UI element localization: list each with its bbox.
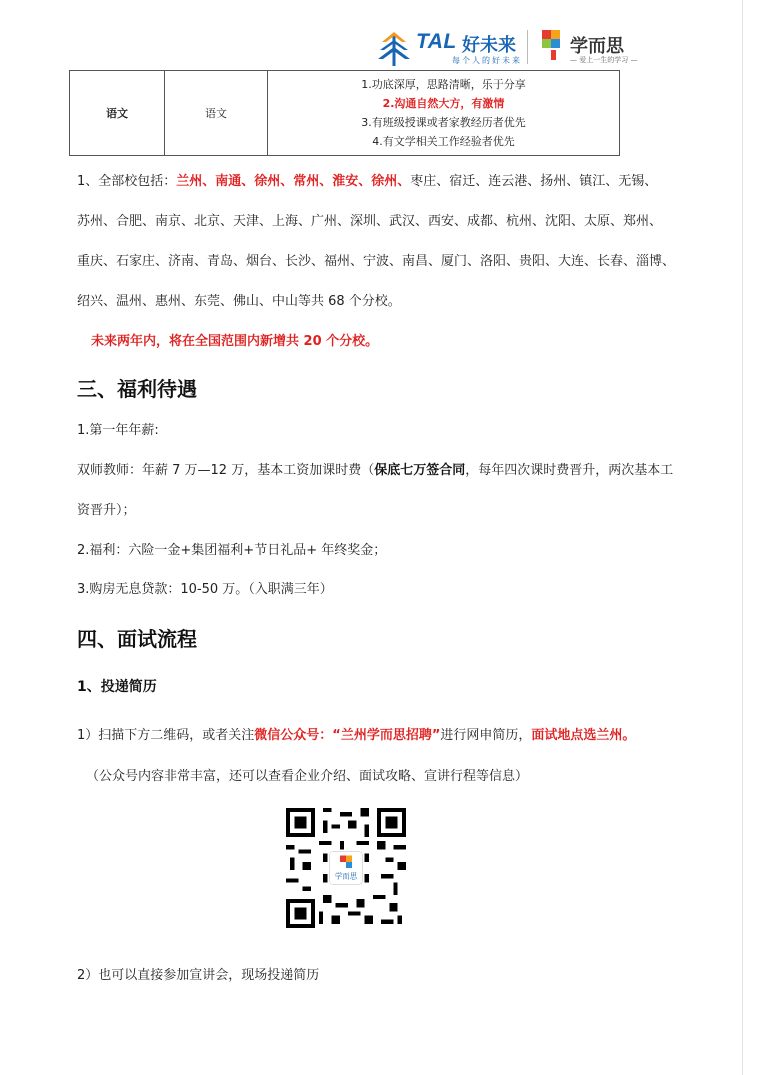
salary-suffix: ，每年四次课时费晋升，两次基本工: [465, 463, 674, 478]
qr-center-label: 学而思: [334, 871, 358, 881]
campus-highlighted: 兰州、南通、徐州、常州、淮安、徐州、: [176, 174, 411, 189]
campus-intro: 1、全部校包括：: [77, 174, 177, 189]
expansion-note: 未来两年内，将在全国范围内新增共 20 个分校。: [91, 334, 379, 349]
wechat-account: 微信公众号：“兰州学而思招聘”: [254, 728, 441, 743]
campus-list-line-4: 绍兴、温州、惠州、东莞、佛山、中山等共 68 个分校。: [77, 294, 401, 309]
page-margin-line: [742, 0, 743, 1075]
tal-tree-icon: [374, 28, 414, 68]
tal-slogan: 每个人的好未来: [452, 56, 522, 65]
step1-mid: 进行网申简历，: [440, 728, 532, 743]
campus-rest: 枣庄、宿迁、连云港、扬州、镇江、无锡、: [410, 174, 658, 189]
tal-wordmark: TAL: [416, 30, 457, 53]
salary-title: 1.第一年年薪:: [77, 423, 159, 438]
campus-list-line-3: 重庆、石家庄、济南、青岛、烟台、长沙、福州、宁波、南昌、厦门、洛阳、贵阳、大连、长春、淄博、: [77, 254, 676, 269]
header-logos: [372, 26, 638, 70]
housing-line: 3.购房无息贷款：10-50 万。（入职满三年）: [77, 582, 333, 597]
major-cell: 语文: [165, 71, 268, 156]
welfare-line: 2.福利：六险一金+集团福利+节日礼品+ 年终奖金；: [77, 543, 387, 558]
condition-item: 3.有班级授课或者家教经历者优先: [361, 116, 526, 129]
step1-line: [77, 724, 635, 743]
step1-prefix: 1）扫描下方二维码，或者关注: [77, 728, 255, 743]
step2-line: 2）也可以直接参加宣讲会，现场投递简历: [77, 968, 320, 983]
interview-location: 面试地点选兰州。: [531, 728, 636, 743]
benefits-heading: 三、福利待遇: [77, 377, 197, 401]
step1-title: 1、投递简历: [77, 679, 157, 695]
salary-line-2: 资晋升）；: [77, 503, 136, 518]
salary-line-1: [77, 459, 673, 478]
condition-item: 4.有文学相关工作经验者优先: [372, 135, 515, 148]
salary-prefix: 双师教师：年薪 7 万—12 万，基本工资加课时费（: [77, 463, 375, 478]
header-divider: [527, 30, 528, 64]
qr-code[interactable]: [286, 808, 406, 928]
tal-chinese-name: 好未来: [462, 35, 516, 56]
interview-heading: 四、面试流程: [77, 627, 197, 651]
table-row: [70, 71, 620, 156]
campus-list-line-1: [77, 170, 657, 189]
xes-slogan: — 爱上一生的学习 —: [570, 56, 638, 64]
xes-chinese-name: 学而思: [570, 36, 624, 57]
condition-item: 1.功底深厚，思路清晰，乐于分享: [361, 78, 526, 91]
xes-logo: [540, 28, 640, 68]
requirements-table: [69, 70, 620, 156]
salary-guarantee: 保底七万签合同: [374, 463, 466, 478]
campus-list-line-2: 苏州、合肥、南京、北京、天津、上海、广州、深圳、武汉、西安、成都、杭州、沈阳、太原、郑州、: [77, 214, 663, 229]
step1-note: （公众号内容非常丰富，还可以查看企业介绍、面试攻略、宣讲行程等信息）: [86, 769, 529, 784]
tal-logo: [372, 26, 522, 70]
xes-mark-icon: [540, 28, 566, 64]
conditions-cell: [268, 71, 620, 156]
subject-cell: 语文: [70, 71, 165, 156]
condition-item-highlight: 2.沟通自然大方，有激情: [382, 97, 505, 110]
